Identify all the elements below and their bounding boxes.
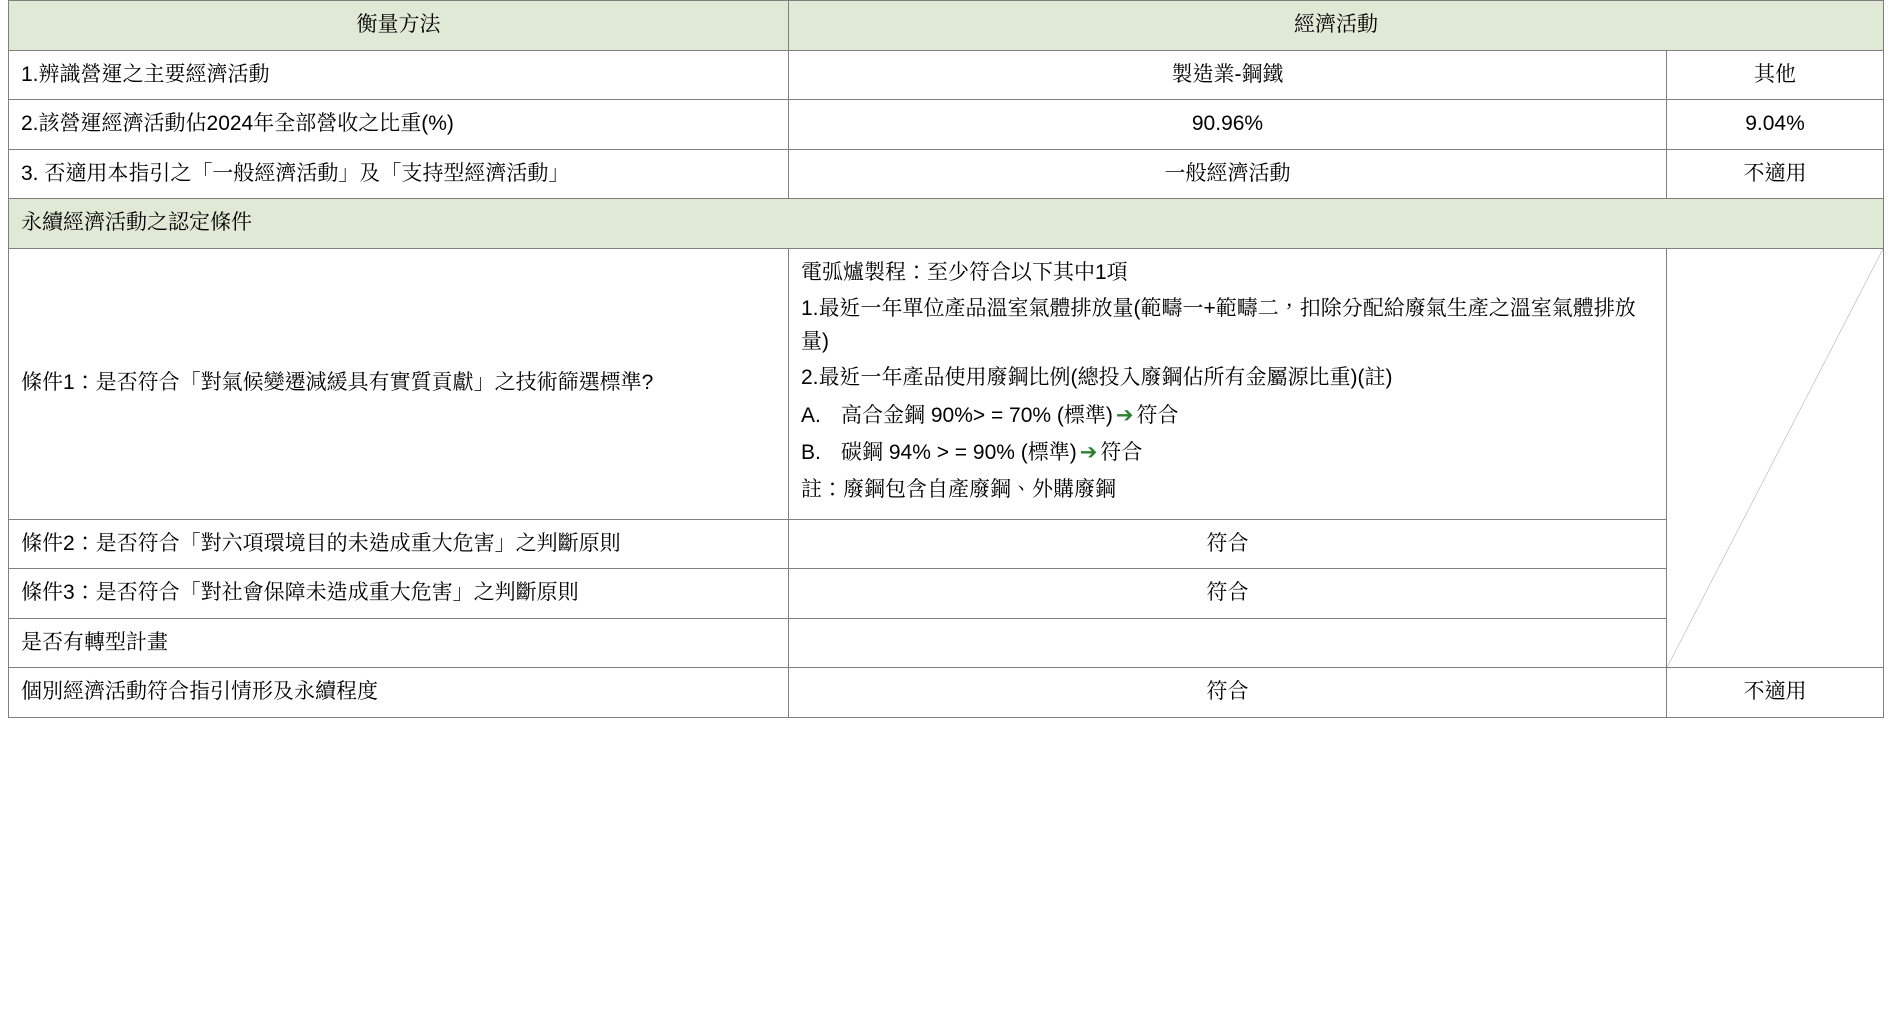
condition1-label: 條件1：是否符合「對氣候變遷減緩具有實質貢獻」之技術篩選標準? xyxy=(9,248,789,519)
header-economic-activity: 經濟活動 xyxy=(789,1,1884,51)
header-measurement-method: 衡量方法 xyxy=(9,1,789,51)
condition2-row xyxy=(9,519,1884,569)
condition1-itemB-label: B. xyxy=(801,441,821,465)
summary-value-main: 符合 xyxy=(789,668,1667,718)
condition2-label: 條件2：是否符合「對六項環境目的未造成重大危害」之判斷原則 xyxy=(9,519,789,569)
row1-label: 1.辨識營運之主要經濟活動 xyxy=(9,50,789,100)
condition1-detail xyxy=(789,248,1667,519)
summary-row xyxy=(9,668,1884,718)
condition1-itemB-result: 符合 xyxy=(1100,441,1143,465)
condition1-itemB xyxy=(801,436,1654,470)
row2-value-main: 90.96% xyxy=(789,100,1667,150)
row1-value-other: 其他 xyxy=(1667,50,1884,100)
summary-value-other: 不適用 xyxy=(1667,668,1884,718)
section-header-row xyxy=(9,199,1884,249)
section-header-recognition-conditions: 永續經濟活動之認定條件 xyxy=(9,199,1884,249)
sustainable-economic-activity-table xyxy=(8,0,1884,718)
transition-plan-row xyxy=(9,618,1884,668)
arrow-right-icon: ➔ xyxy=(1115,402,1134,427)
condition1-itemA-label: A. xyxy=(801,403,821,427)
table-row xyxy=(9,50,1884,100)
condition3-value: 符合 xyxy=(789,569,1667,619)
row1-value-main: 製造業-鋼鐵 xyxy=(789,50,1667,100)
table-header-row xyxy=(9,1,1884,51)
diagonal-slash-icon xyxy=(1667,249,1883,667)
arrow-right-icon: ➔ xyxy=(1079,440,1098,465)
condition1-itemA xyxy=(801,399,1654,433)
condition1-item1: 1.最近一年單位產品溫室氣體排放量(範疇一+範疇二，扣除分配給廢氣生產之溫室氣體排放量) xyxy=(801,297,1636,353)
not-applicable-diagonal-cell xyxy=(1667,248,1884,667)
row3-label: 3. 否適用本指引之「一般經濟活動」及「支持型經濟活動」 xyxy=(9,149,789,199)
row2-value-other: 9.04% xyxy=(1667,100,1884,150)
condition1-itemA-text: 高合金鋼 90%> = 70% (標準) xyxy=(841,403,1113,427)
condition1-row xyxy=(9,248,1884,519)
row3-value-other: 不適用 xyxy=(1667,149,1884,199)
condition1-itemA-result: 符合 xyxy=(1136,403,1179,427)
condition3-label: 條件3：是否符合「對社會保障未造成重大危害」之判斷原則 xyxy=(9,569,789,619)
row2-label: 2.該營運經濟活動佔2024年全部營收之比重(%) xyxy=(9,100,789,150)
summary-label: 個別經濟活動符合指引情形及永續程度 xyxy=(9,668,789,718)
condition3-row xyxy=(9,569,1884,619)
condition1-item2: 2.最近一年產品使用廢鋼比例(總投入廢鋼佔所有金屬源比重)(註) xyxy=(801,366,1393,390)
condition1-intro: 電弧爐製程：至少符合以下其中1項 xyxy=(801,260,1128,284)
transition-plan-label: 是否有轉型計畫 xyxy=(9,618,789,668)
condition2-value: 符合 xyxy=(789,519,1667,569)
transition-plan-value xyxy=(789,618,1667,668)
table-row xyxy=(9,100,1884,150)
row3-value-main: 一般經濟活動 xyxy=(789,149,1667,199)
condition1-itemB-text: 碳鋼 94% > = 90% (標準) xyxy=(841,441,1077,465)
table-row xyxy=(9,149,1884,199)
condition1-note: 註：廢鋼包含自產廢鋼、外購廢鋼 xyxy=(801,478,1116,502)
